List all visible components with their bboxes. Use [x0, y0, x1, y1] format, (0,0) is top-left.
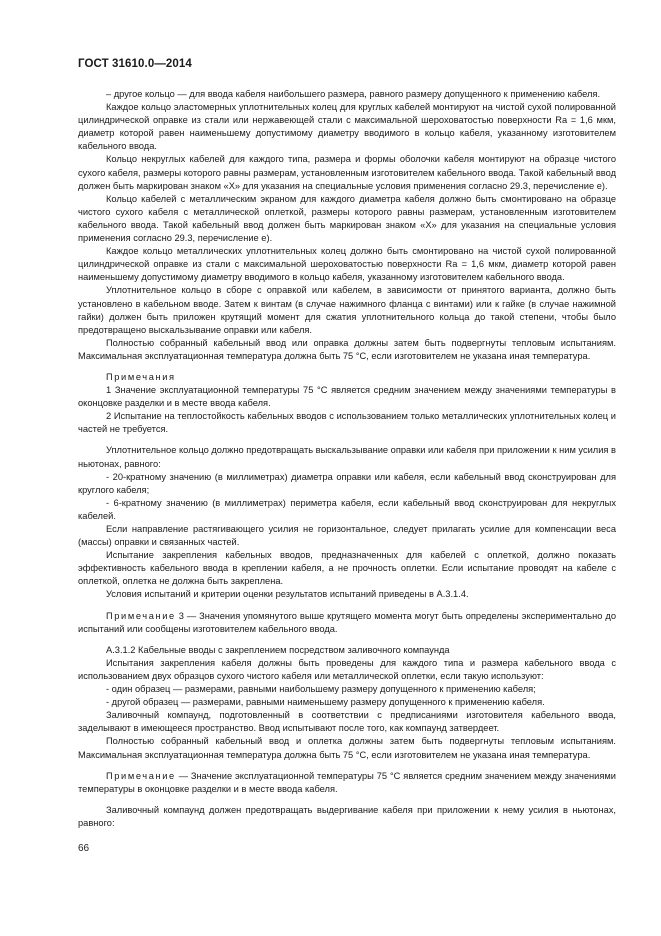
list-item: - один образец — размерами, равными наибольшему размеру допущенного к применению кабеля; — [106, 684, 536, 695]
note-text: — Значение эксплуатационной температуры 75 °С является средним значением между значениями температуры в оконцовке разделки и в месте ввода кабеля. — [78, 770, 616, 794]
section-title: А.3.1.2 Кабельные вводы с закреплением посредством заливочного компаунда — [106, 644, 450, 655]
list-item: - 6-кратному значению (в миллиметрах) периметра кабеля, если кабельный ввод сконструирован для некруглых кабелей. — [78, 497, 616, 521]
note-label: Примечание — [106, 610, 176, 621]
paragraph: Испытания закрепления кабеля должны быть проведены для каждого типа и размера кабельного ввода с использованием двух образцов сухого чистого кабеля или металлической оплетки, если такую используют: — [78, 657, 616, 681]
page-number: 66 — [78, 843, 90, 854]
paragraph: Заливочный компаунд должен предотвращать выдергивание кабеля при приложении к нему усилия в ньютонах, равного: — [78, 804, 616, 828]
paragraph: – другое кольцо — для ввода кабеля наибольшего размера, равного размеру допущенного к применению кабеля. — [106, 89, 601, 99]
paragraph: Каждое кольцо эластомерных уплотнительных колец для круглых кабелей монтируют на чистой сухой полированной цилиндрической оправке из стали или нержавеющей стали с максимальной шероховатостью поверхности Ra = 1,6 мкм, диаметр которой равен наименьшему допустимому диаметру вводимого в кольцо кабеля, указанному изготовителем кабельного ввода. — [78, 102, 616, 152]
notes-heading: Примечания — [106, 371, 176, 382]
list-item: - 20-кратному значению (в миллиметрах) диаметра оправки или кабеля, если кабельный ввод сконструирован для круглого кабеля; — [78, 471, 616, 495]
note-4 — [78, 770, 616, 796]
note-label: Примечание — [106, 770, 176, 781]
paragraph: Кольцо некруглых кабелей для каждого типа, размера и формы оболочки кабеля монтируют на образце чистого сухого кабеля, размеры которого равны размерам, установленным изготовителем кабельного ввода. Такой кабельный ввод должен быть маркирован знаком «X» для указания на специальные условия применения согласно 29.3, перечисление е). — [78, 154, 616, 191]
note-item: 2 Испытание на теплостойкость кабельных вводов с использованием только металлических уплотнительных колец и частей не требуется. — [78, 411, 616, 435]
paragraph: Уплотнительное кольцо должно предотвращать выскальзывание оправки или кабеля при приложении к ним усилия в ньютонах, равного: — [78, 445, 616, 469]
list-item: - другой образец — размерами, равными наименьшему размеру допущенного к применению кабеля. — [106, 697, 545, 708]
paragraph: Уплотнительное кольцо в сборе с оправкой или кабелем, в зависимости от принятого варианта, должно быть установлено в кабельном вводе. Затем к винтам (в случае нажимного фланца с винтами) или к гайке (в случае нажимной гайки) должен быть приложен крутящий момент для сжатия уплотнительного кольца до такой степени, чтобы было предотвращено выскальзывание оправки или кабеля. — [78, 285, 616, 335]
paragraph: Заливочный компаунд, подготовленный в соответствии с предписаниями изготовителя кабельного ввода, заделывают в имеющееся пространство. Ввод испытывают после того, как компаунд затвердеет. — [78, 710, 616, 734]
paragraph: Если направление растягивающего усилия не горизонтальное, следует прилагать усилие для компенсации веса (массы) оправки и связанных частей. — [78, 524, 616, 548]
note-item: 1 Значение эксплуатационной температуры 75 °С является средним значением между значениями температуры в оконцовке разделки и в месте ввода кабеля. — [78, 385, 616, 409]
paragraph: Полностью собранный кабельный ввод или оправка должны затем быть подвергнуты тепловым испытаниям. Максимальная эксплуатационная температура должна быть 75 °С, если изготовителем не указана иная температура. — [78, 337, 616, 361]
note-3 — [78, 610, 616, 636]
paragraph: Испытание закрепления кабельных вводов, предназначенных для кабелей с оплеткой, должно показать эффективность кабельного ввода в креплении кабеля, а не прочность оплетки. Если испытание проводят на кабеле с оплеткой, оплетка не должна быть закреплена. — [78, 550, 616, 587]
paragraph: Кольцо кабелей с металлическим экраном для каждого диаметра кабеля должно быть смонтировано на образце чистого сухого кабеля с металлической оплеткой, размеры которого равны размерам, установленным изготовителем кабельного ввода. Такой кабельный ввод должен быть маркирован знаком «X» для указания на специальные условия применения согласно 29.3, перечисление е). — [78, 193, 616, 244]
paragraph: Каждое кольцо металлических уплотнительных колец должно быть смонтировано на чистой сухой полированной цилиндрической оправке из стали с максимальной шероховатостью поверхности Ra = 1,6 мкм, диаметр которой равен наименьшему допустимому диаметру вводимого в кольцо кабеля, указанному изготовителем кабельного ввода. — [78, 246, 616, 283]
paragraph: Полностью собранный кабельный ввод и оплетка должны затем быть подвергнуты тепловым испытаниям. Максимальная эксплуатационная температура должна быть 75 °С, если изготовителем не указана иная температура. — [78, 736, 616, 760]
page-content — [78, 88, 616, 830]
paragraph: Условия испытаний и критерии оценки результатов испытаний приведены в А.3.1.4. — [106, 589, 469, 600]
document-header: ГОСТ 31610.0—2014 — [78, 58, 192, 70]
note-text: 3 — Значения упомянутого выше крутящего момента могут быть определены экспериментально до испытаний или сообщены изготовителем кабельного ввода. — [78, 610, 616, 634]
